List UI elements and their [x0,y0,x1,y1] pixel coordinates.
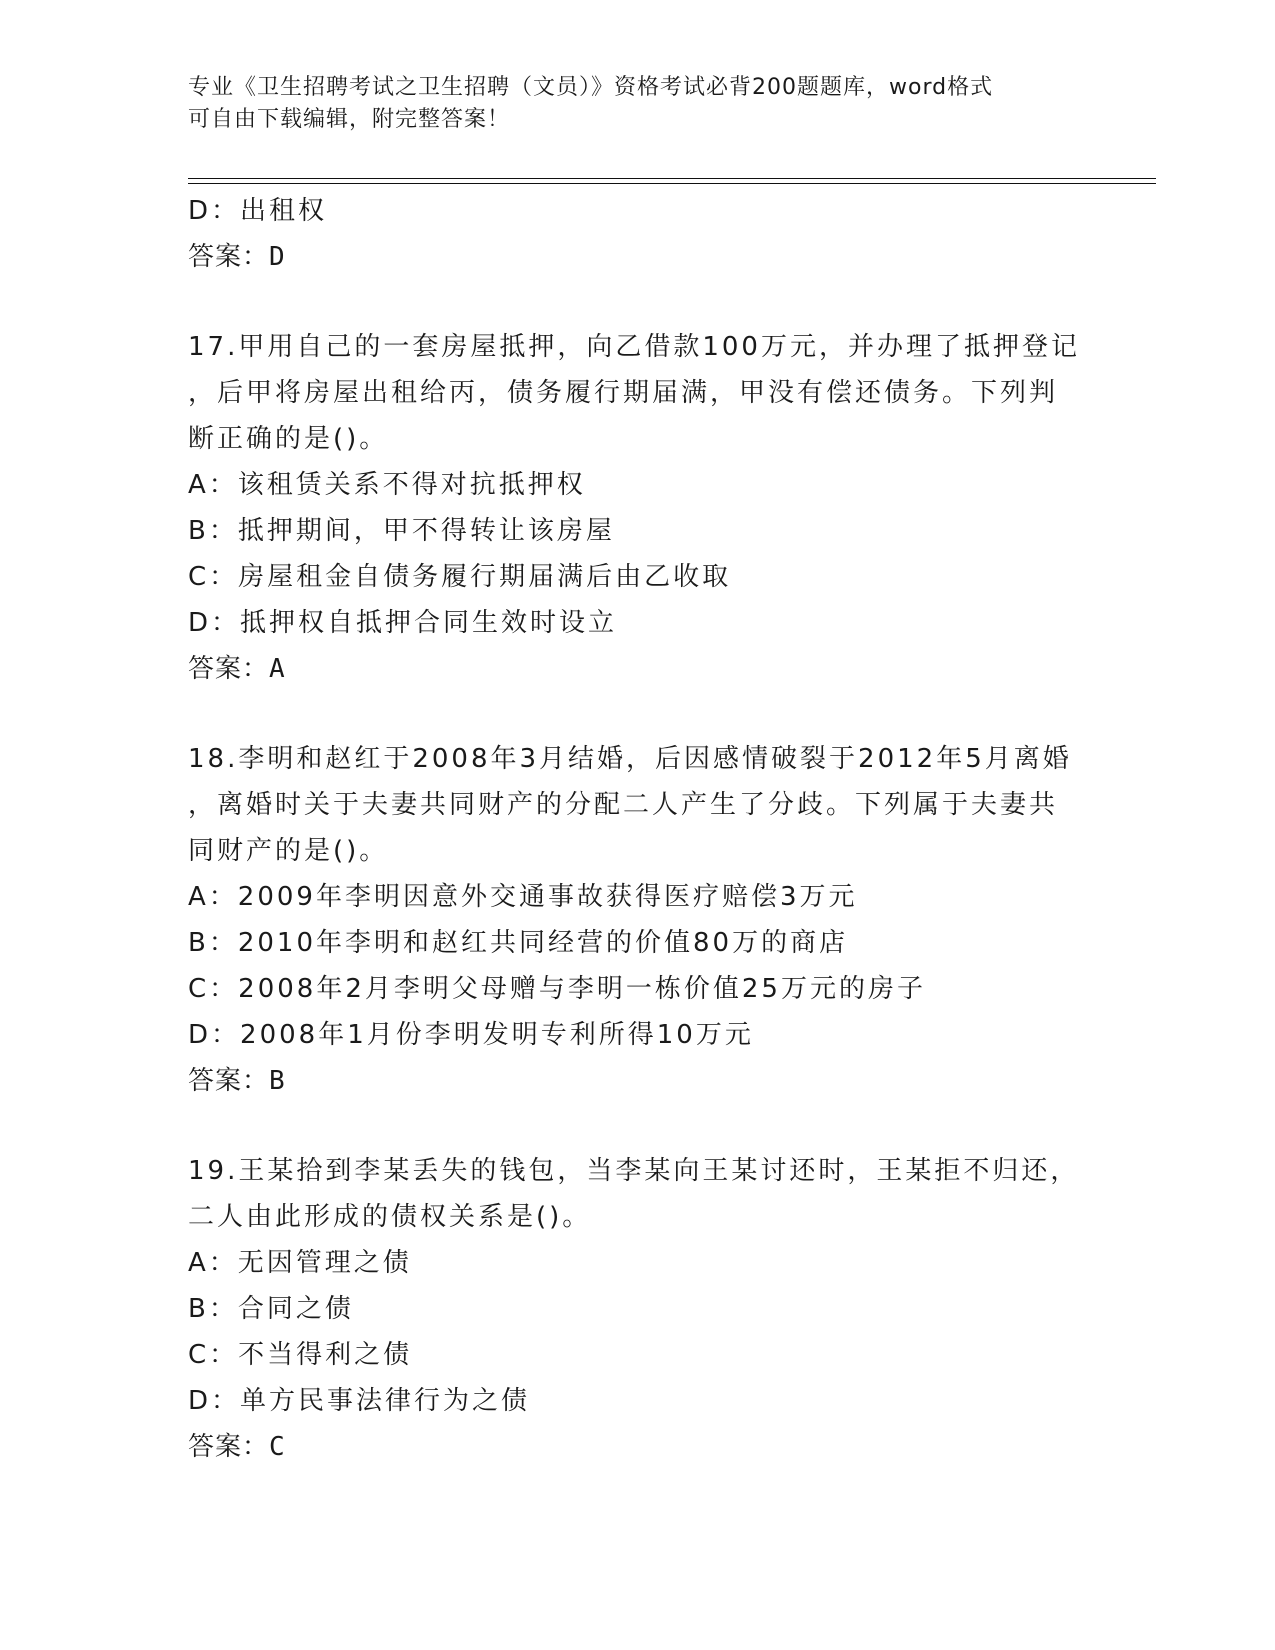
question-17 [188,324,1088,692]
answer-label: 答案： [188,1432,270,1462]
question-18 [188,736,1088,1104]
answer-label: 答案： [188,1066,270,1096]
option-a: A：无因管理之债 [188,1248,412,1278]
question-19 [188,1148,1088,1470]
answer-line [188,646,1088,692]
option-d: D：出租权 [188,196,328,226]
answer-value: D [269,242,286,272]
previous-question-tail [188,188,1088,280]
header-title-line-2: 可自由下载编辑，附完整答案！ [188,107,511,132]
option-b: B：合同之债 [188,1294,354,1324]
answer-value: B [269,1066,286,1096]
option-c: C：2008年2月李明父母赠与李明一栋价值25万元的房子 [188,974,926,1004]
option-b: B：2010年李明和赵红共同经营的价值80万的商店 [188,928,849,958]
question-stem [188,1148,1088,1240]
document-header [188,72,1068,136]
question-stem [188,324,1088,462]
option-b: B：抵押期间，甲不得转让该房屋 [188,516,615,546]
option-c: C：房屋租金自债务履行期届满后由乙收取 [188,562,732,592]
answer-line [188,1424,1088,1470]
stem-line: 断正确的是()。 [188,424,389,454]
stem-line: 19.王某拾到李某丢失的钱包，当李某向王某讨还时，王某拒不归还， [188,1156,1080,1186]
stem-line: ，离婚时关于夫妻共同财产的分配二人产生了分歧。下列属于夫妻共 [188,790,1059,820]
answer-line [188,1058,1088,1104]
option-d: D：单方民事法律行为之债 [188,1386,531,1416]
stem-line: 17.甲用自己的一套房屋抵押，向乙借款100万元，并办理了抵押登记 [188,332,1080,362]
stem-line: 二人由此形成的债权关系是()。 [188,1202,592,1232]
header-divider-top [188,178,1156,179]
option-a: A：该租赁关系不得对抗抵押权 [188,470,586,500]
header-divider-bottom [188,183,1156,184]
answer-line [188,234,1088,280]
answer-label: 答案： [188,242,270,272]
answer-label: 答案： [188,654,270,684]
option-c: C：不当得利之债 [188,1340,413,1370]
stem-line: ，后甲将房屋出租给丙，债务履行期届满，甲没有偿还债务。下列判 [188,378,1059,408]
header-title-line-1: 专业《卫生招聘考试之卫生招聘（文员）》资格考试必背200题题库，word格式 [188,75,994,100]
answer-value: C [269,1432,286,1462]
option-d: D：抵押权自抵押合同生效时设立 [188,608,618,638]
question-stem [188,736,1088,874]
document-body [188,188,1088,1470]
stem-line: 18.李明和赵红于2008年3月结婚，后因感情破裂于2012年5月离婚 [188,744,1072,774]
stem-line: 同财产的是()。 [188,836,389,866]
option-a: A：2009年李明因意外交通事故获得医疗赔偿3万元 [188,882,858,912]
option-d: D：2008年1月份李明发明专利所得10万元 [188,1020,754,1050]
answer-value: A [269,654,286,684]
